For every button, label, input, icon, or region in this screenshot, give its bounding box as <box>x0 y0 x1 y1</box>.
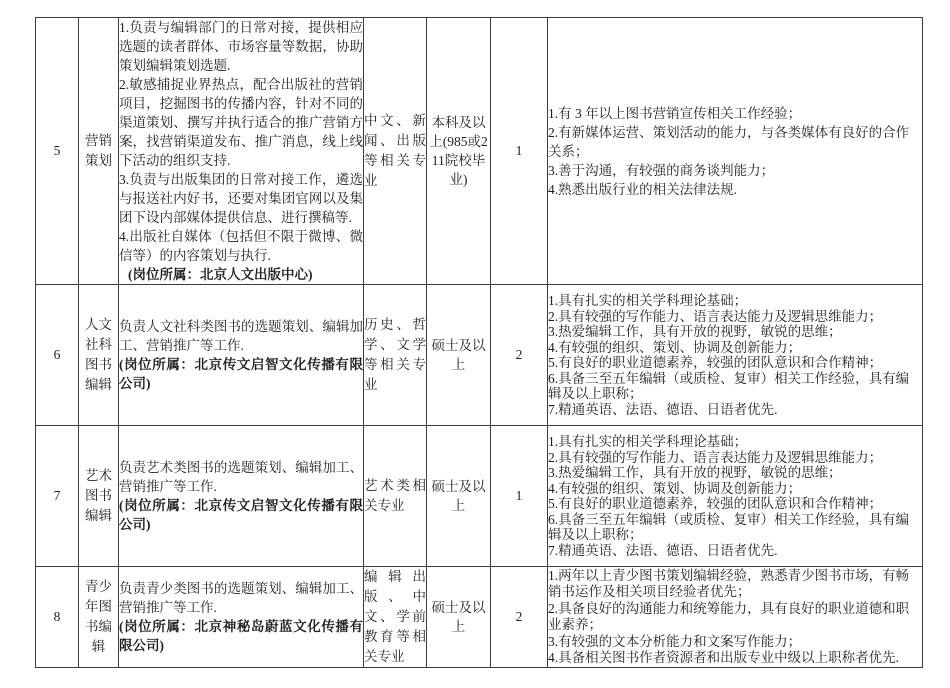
position-title: 艺术图书编辑 <box>85 468 112 523</box>
major-cell <box>364 285 427 426</box>
requirement-item: 4.熟悉出版行业的相关法律法规. <box>548 181 737 197</box>
requirement-item: 1.有 3 年以上图书营销宣传相关工作经验； <box>548 105 802 121</box>
headcount-cell <box>491 285 548 426</box>
position-cell <box>79 567 119 668</box>
requirement-item: 4.有较强的组织、策划、协调及创新能力； <box>548 480 802 496</box>
major-text: 艺术类相关专业 <box>364 478 426 513</box>
table-row <box>36 18 923 285</box>
education-cell <box>427 567 491 668</box>
affiliation-note: (岗位所属：北京神秘岛蔚蓝文化传播有限公司) <box>119 619 363 653</box>
requirement-item: 7.精通英语、法语、德语、日语者优先. <box>548 401 778 417</box>
headcount-cell <box>491 18 548 285</box>
seq-cell <box>36 567 79 668</box>
education-text: 硕士及以上 <box>431 600 486 634</box>
major-text: 中文、新闻、出版等相关专业 <box>364 113 426 188</box>
major-cell <box>364 567 427 668</box>
position-title: 人文社科图书编辑 <box>85 317 112 392</box>
headcount-value: 2 <box>515 347 523 362</box>
headcount-value: 1 <box>515 488 523 503</box>
requirement-item: 5.有良好的职业道德素养，较强的团队意识和合作精神； <box>548 355 883 370</box>
seq-cell <box>36 285 79 426</box>
education-text: 本科及以上(985或211院校毕业) <box>429 115 488 187</box>
education-cell <box>427 426 491 567</box>
requirements-cell <box>548 285 923 426</box>
headcount-value: 2 <box>515 609 523 624</box>
requirement-item: 7.精通英语、法语、德语、日语者优先. <box>548 542 778 558</box>
headcount-cell <box>491 426 548 567</box>
position-cell <box>79 18 119 285</box>
table-row <box>36 426 923 567</box>
duties-cell <box>119 285 364 426</box>
requirement-item: 3.有较强的文本分析能力和文案写作能力； <box>548 633 802 649</box>
headcount-cell <box>491 567 548 668</box>
duty-item: 负责艺术类图书的选题策划、编辑加工、营销推广等工作. <box>119 460 363 494</box>
duty-item: 4.出版社自媒体（包括但不限于微博、微信等）的内容策划与执行. <box>119 229 363 263</box>
duty-item: 3.负责与出版集团的日常对接工作，遴选与报送社内好书，还要对集团官网以及集团下设内部媒体提供信息、进行撰稿等. <box>119 172 363 225</box>
requirement-item: 6.具备三至五年编辑（或质检、复审）相关工作经验，具有编辑及以上职称； <box>548 370 910 401</box>
requirement-item: 1.两年以上青少图书策划编辑经验，熟悉青少图书市场，有畅销书运作及相关项目经验者优先； <box>548 567 910 599</box>
seq-cell <box>36 426 79 567</box>
education-cell <box>427 18 491 285</box>
requirement-item: 2.具有较强的写作能力、语言表达能力及逻辑思维能力； <box>548 449 883 465</box>
seq-number: 7 <box>53 488 61 503</box>
position-title: 营销策划 <box>85 133 112 168</box>
education-text: 硕士及以上 <box>431 479 486 513</box>
requirement-item: 1.具有扎实的相关学科理论基础； <box>548 434 748 449</box>
position-cell <box>79 426 119 567</box>
duty-item: 负责人文社科类图书的选题策划、编辑加工、营销推广等工作. <box>119 319 363 353</box>
requirement-item: 6.具备三至五年编辑（或质检、复审）相关工作经验，具有编辑及以上职称； <box>548 511 910 542</box>
position-title: 青少年图书编辑 <box>85 579 112 654</box>
table-row <box>36 567 923 668</box>
seq-cell <box>36 18 79 285</box>
headcount-value: 1 <box>515 143 523 158</box>
duties-cell <box>119 567 364 668</box>
recruitment-table <box>35 17 923 668</box>
requirement-item: 4.具备相关图书作者资源者和出版专业中级以上职称者优先. <box>548 650 899 665</box>
duty-item: 1.负责与编辑部门的日常对接，提供相应选题的读者群体、市场容量等数据，协助策划编辑策划选题. <box>119 20 363 73</box>
duties-cell <box>119 426 364 567</box>
requirement-item: 1.具有扎实的相关学科理论基础； <box>548 293 748 308</box>
requirements-cell <box>548 426 923 567</box>
requirement-item: 3.善于沟通，有较强的商务谈判能力； <box>548 162 775 178</box>
requirement-item: 4.有较强的组织、策划、协调及创新能力； <box>548 339 802 355</box>
requirement-item: 2.有新媒体运营、策划活动的能力，与各类媒体有良好的合作关系； <box>548 124 910 159</box>
requirements-cell <box>548 567 923 668</box>
duty-item: 2.敏感捕捉业界热点，配合出版社的营销项目，挖掘图书的传播内容，针对不同的渠道策划、撰写并执行适合的推广营销方案，找营销渠道发布、推广消息，线上线下活动的组织支持. <box>119 77 363 168</box>
major-text: 编辑出版、中文、学前教育等相关专业 <box>364 569 426 664</box>
affiliation-note: (岗位所属：北京传文启智文化传播有限公司) <box>119 357 363 391</box>
seq-number: 6 <box>53 347 61 362</box>
major-text: 历史、哲学、文学等相关专业 <box>364 317 426 392</box>
requirement-item: 5.有良好的职业道德素养，较强的团队意识和合作精神； <box>548 496 883 511</box>
requirement-item: 3.热爱编辑工作，具有开放的视野，敏锐的思维； <box>548 465 842 480</box>
requirement-item: 2.具备良好的沟通能力和统筹能力，具有良好的职业道德和职业素养； <box>548 600 910 632</box>
education-text: 硕士及以上 <box>431 338 486 372</box>
duties-cell <box>119 18 364 285</box>
duty-item: 负责青少类图书的选题策划、编辑加工、营销推广等工作. <box>119 581 363 615</box>
requirement-item: 2.具有较强的写作能力、语言表达能力及逻辑思维能力； <box>548 308 883 324</box>
education-cell <box>427 285 491 426</box>
affiliation-note: (岗位所属：北京人文出版中心) <box>128 267 313 282</box>
major-cell <box>364 18 427 285</box>
table-row <box>36 285 923 426</box>
seq-number: 8 <box>53 609 61 624</box>
affiliation-note: (岗位所属：北京传文启智文化传播有限公司) <box>119 498 363 532</box>
requirements-cell <box>548 18 923 285</box>
requirement-item: 3.热爱编辑工作，具有开放的视野，敏锐的思维； <box>548 324 842 339</box>
position-cell <box>79 285 119 426</box>
seq-number: 5 <box>53 143 61 158</box>
major-cell <box>364 426 427 567</box>
